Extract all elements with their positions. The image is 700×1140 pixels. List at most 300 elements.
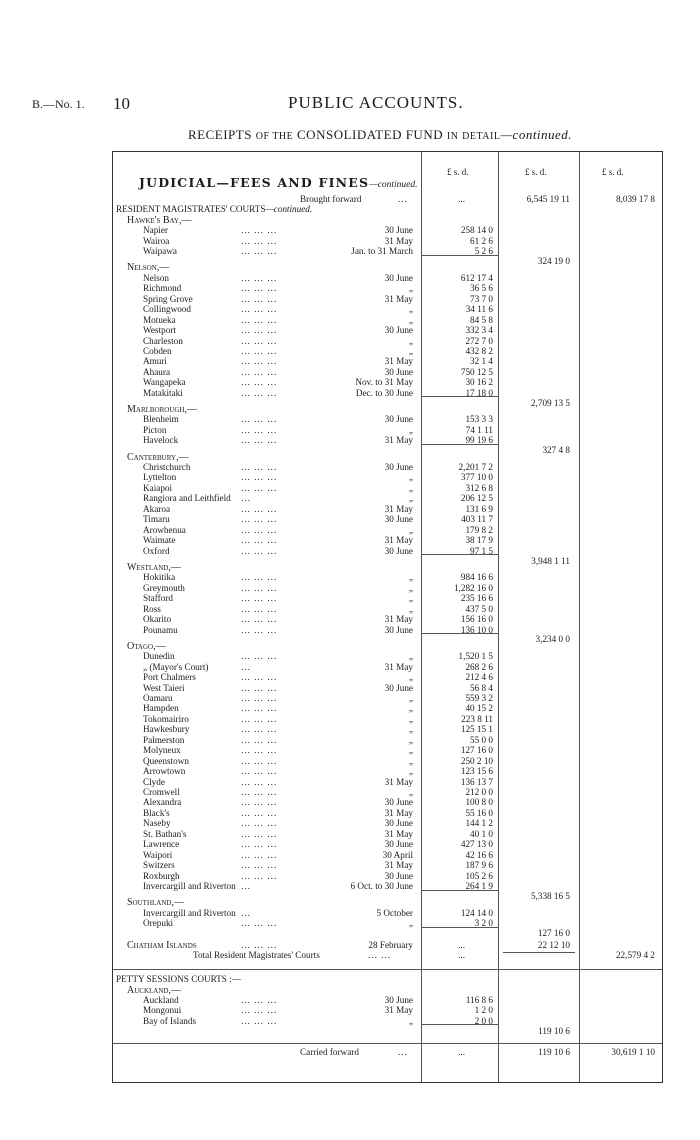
court-period: 30 June <box>384 414 413 425</box>
court-period: 30 June <box>384 624 413 635</box>
court-name: Richmond <box>143 283 182 294</box>
court-name: Lyttelton <box>143 472 177 483</box>
court-amount: 223 8 11 <box>461 713 493 724</box>
rule-line <box>113 1043 662 1044</box>
district-total: 3,948 1 11 <box>531 555 570 566</box>
court-amount: 750 12 5 <box>460 366 493 377</box>
court-period: „ <box>408 672 413 683</box>
court-period: Nov. to 31 May <box>355 377 413 388</box>
court-period: „ <box>408 283 413 294</box>
court-name: Ahaura <box>143 366 171 377</box>
court-amount: 332 3 4 <box>465 325 493 336</box>
court-amount: 5 2 6 <box>474 246 493 257</box>
accounts-table <box>112 151 663 1083</box>
court-amount: 250 2 10 <box>460 755 493 766</box>
court-period: 31 May <box>384 435 413 446</box>
leader-dots: ... ... ... <box>241 828 278 839</box>
leader-dots: ... ... ... <box>241 387 278 398</box>
carried-forward-label: Carried forward <box>300 1047 359 1058</box>
court-period: „ <box>408 651 413 662</box>
court-name: St. Bathan's <box>143 828 187 839</box>
section-heading-rmc <box>116 204 312 214</box>
court-name: Charleston <box>143 335 183 346</box>
court-amount: 40 15 2 <box>465 703 493 714</box>
court-period: 31 May <box>384 860 413 871</box>
court-period: „ <box>408 692 413 703</box>
rmc-total-c1: ... <box>458 950 465 961</box>
leader-dots: ... ... ... <box>241 682 278 693</box>
rule-line <box>421 396 498 397</box>
leader-dots: ... ... ... <box>241 787 278 798</box>
leader-dots: ... ... ... <box>241 1005 278 1016</box>
carried-c1: ... <box>458 1047 465 1058</box>
leader-dots: ... ... ... <box>241 472 278 483</box>
court-amount: 131 6 9 <box>465 503 493 514</box>
subtitle-fund: CONSOLIDATED FUND <box>297 127 444 142</box>
court-name: „ (Mayor's Court) <box>143 661 209 672</box>
court-period: „ <box>408 603 413 614</box>
court-period: 30 June <box>384 994 413 1005</box>
court-amount: 179 8 2 <box>465 524 493 535</box>
court-amount: 1,282 16 0 <box>453 582 493 593</box>
court-name: Christchurch <box>143 462 191 473</box>
carried-c2: 119 10 6 <box>538 1047 570 1058</box>
court-amount: 17 18 0 <box>465 387 493 398</box>
court-amount: 105 2 6 <box>465 870 493 881</box>
document-reference: B.—No. 1. <box>32 97 85 111</box>
court-name: Arowhenua <box>143 524 186 535</box>
rule-line <box>421 444 498 445</box>
court-period: „ <box>408 472 413 483</box>
court-period: „ <box>408 1015 413 1026</box>
court-period: Dec. to 30 June <box>355 387 413 398</box>
court-name: Wangapeka <box>143 377 186 388</box>
court-period: „ <box>408 703 413 714</box>
court-amount: 264 1 9 <box>465 881 493 892</box>
court-name: Alexandra <box>143 797 182 808</box>
court-amount: 127 16 0 <box>460 745 493 756</box>
court-name: Waipawa <box>143 246 177 257</box>
court-name: Okarito <box>143 614 172 625</box>
district-total: 127 16 0 <box>537 928 570 939</box>
court-amount: 30 16 2 <box>465 377 493 388</box>
leader-dots: ... ... ... <box>241 692 278 703</box>
court-name: Dunedin <box>143 651 175 662</box>
court-amount: 403 11 7 <box>461 514 493 525</box>
leader-dots: ... ... ... <box>241 860 278 871</box>
court-period: „ <box>408 766 413 777</box>
court-name: Napier <box>143 225 168 236</box>
court-amount: 97 1 5 <box>470 545 493 556</box>
leader-dots: ... ... ... <box>241 651 278 662</box>
court-amount: 984 16 6 <box>460 572 493 583</box>
court-name: Tokomairiro <box>143 713 189 724</box>
court-amount: 437 5 0 <box>465 603 493 614</box>
court-period: 30 June <box>384 514 413 525</box>
court-period: 5 October <box>376 907 413 918</box>
court-name: Motueka <box>143 314 176 325</box>
section-title: JUDICIAL—FEES AND FINES—continued. <box>139 175 418 190</box>
chatham-date: 28 February <box>368 939 413 950</box>
rule-line <box>421 1024 498 1025</box>
court-amount: 56 8 4 <box>470 682 493 693</box>
court-period: 30 June <box>384 682 413 693</box>
court-name: Collingwood <box>143 304 191 315</box>
court-name: Clyde <box>143 776 165 787</box>
court-amount: 268 2 6 <box>465 661 493 672</box>
court-amount: 55 0 0 <box>470 734 493 745</box>
leader-dots: ... ... ... <box>241 366 278 377</box>
leader-dots: ... ... ... <box>241 535 278 546</box>
rule-line <box>421 255 498 256</box>
court-name: Akaroa <box>143 503 171 514</box>
court-name: Kaiapoi <box>143 482 173 493</box>
rmc-total-c3: 22,579 4 2 <box>615 950 655 961</box>
leader-dots: ... ... ... <box>241 1015 278 1026</box>
leader-dots: ... ... ... <box>241 797 278 808</box>
table-body <box>113 152 662 1082</box>
court-amount: 99 19 6 <box>465 435 493 446</box>
leader-dots: ... ... ... <box>241 356 278 367</box>
subtitle-in: IN <box>446 131 459 142</box>
court-amount: 258 14 0 <box>460 225 493 236</box>
court-name: Ross <box>143 603 161 614</box>
leader-dots: ... ... ... <box>241 424 278 435</box>
leader-dots: ... ... ... <box>241 246 278 257</box>
leader-dots: ... ... ... <box>241 225 278 236</box>
leader-dots: ... ... ... <box>241 593 278 604</box>
court-period: „ <box>408 734 413 745</box>
court-period: „ <box>408 524 413 535</box>
district-total: 5,338 16 5 <box>530 891 570 902</box>
court-period: „ <box>408 593 413 604</box>
court-period: „ <box>408 335 413 346</box>
rule-line <box>421 633 498 634</box>
brought-forward-c1: ... <box>458 194 465 204</box>
leader-dots: ... ... ... <box>241 524 278 535</box>
court-name: Rangiora and Leithfield <box>143 493 231 504</box>
court-name: Lawrence <box>143 839 180 850</box>
leader-dots: ... ... ... <box>241 414 278 425</box>
court-amount: 1,520 1 5 <box>458 651 493 662</box>
leader-dots: ... ... ... <box>241 572 278 583</box>
court-amount: 124 14 0 <box>460 907 493 918</box>
district-total: 119 10 6 <box>538 1025 570 1036</box>
court-period: 31 May <box>384 535 413 546</box>
court-amount: 34 11 6 <box>465 304 493 315</box>
court-amount: 61 2 6 <box>470 235 493 246</box>
court-period: 30 June <box>384 462 413 473</box>
rule-line <box>503 952 575 953</box>
court-amount: 100 8 0 <box>465 797 493 808</box>
district-heading: Auckland,— <box>127 984 181 996</box>
court-period: 31 May <box>384 614 413 625</box>
court-period: 31 May <box>384 1005 413 1016</box>
court-name: Naseby <box>143 818 171 829</box>
court-amount: 1 2 0 <box>474 1005 493 1016</box>
leader-dots: ... ... ... <box>241 776 278 787</box>
court-period: „ <box>408 482 413 493</box>
leader-dots: ... ... ... <box>241 713 278 724</box>
court-amount: 36 5 6 <box>470 283 493 294</box>
court-name: Invercargill and Riverton <box>143 881 236 892</box>
court-period: 31 May <box>384 293 413 304</box>
court-name: Pounamu <box>143 624 178 635</box>
brought-forward-c2: 6,545 19 11 <box>526 194 570 204</box>
leader-dots: ... ... ... <box>241 918 278 929</box>
leader-dots: ... ... ... <box>241 603 278 614</box>
court-period: „ <box>408 918 413 929</box>
district-total: 3,234 0 0 <box>535 634 570 645</box>
court-name: Oamaru <box>143 692 173 703</box>
petty-heading: PETTY SESSIONS COURTS :— <box>116 974 241 985</box>
subtitle-continued: —continued. <box>500 127 573 142</box>
district-heading: Marlborough,— <box>127 404 198 416</box>
leader-dots: ... ... ... <box>241 462 278 473</box>
court-amount: 156 16 0 <box>460 614 493 625</box>
court-name: Arrowtown <box>143 766 186 777</box>
subtitle-of-the: OF THE <box>255 131 294 142</box>
leader-dots: ... <box>241 493 251 504</box>
district-heading: Hawke's Bay,— <box>127 214 192 226</box>
district-heading: Canterbury,— <box>127 451 189 463</box>
court-period: 31 May <box>384 356 413 367</box>
court-name: Waimate <box>143 535 176 546</box>
court-name: Waipori <box>143 849 173 860</box>
court-name: Bay of Islands <box>143 1015 197 1026</box>
leader-dots: ... ... ... <box>241 582 278 593</box>
court-amount: 212 0 0 <box>465 787 493 798</box>
court-name: Westport <box>143 325 176 336</box>
district-total: 324 19 0 <box>537 256 570 267</box>
leader-dots: ... <box>241 907 251 918</box>
court-name: Queenstown <box>143 755 189 766</box>
leader-dots: ... ... ... <box>241 755 278 766</box>
subtitle-receipts: RECEIPTS <box>188 127 252 142</box>
court-name: Spring Grove <box>143 293 193 304</box>
court-amount: 32 1 4 <box>470 356 493 367</box>
leader-dots: ... ... ... <box>241 377 278 388</box>
leader-dots: ... ... ... <box>241 994 278 1005</box>
leader-dots: ... ... ... <box>241 503 278 514</box>
court-amount: 312 6 8 <box>465 482 493 493</box>
court-period: 30 June <box>384 225 413 236</box>
leader-dots: ... ... ... <box>241 672 278 683</box>
court-name: Cobden <box>143 346 172 357</box>
court-amount: 144 1 2 <box>465 818 493 829</box>
district-total: 327 4 8 <box>542 445 570 456</box>
court-name: Matakitaki <box>143 387 183 398</box>
court-amount: 125 15 1 <box>460 724 493 735</box>
court-name: Greymouth <box>143 582 185 593</box>
leader-dots: ... ... ... <box>241 272 278 283</box>
court-amount: 153 3 3 <box>465 414 493 425</box>
leader-dots: ... ... ... <box>241 849 278 860</box>
leader-dots: ... ... ... <box>241 703 278 714</box>
court-amount: 38 17 9 <box>465 535 493 546</box>
leader-dots: ... ... ... <box>241 724 278 735</box>
court-period: „ <box>408 582 413 593</box>
leader-dots: ... ... ... <box>241 807 278 818</box>
court-period: „ <box>408 787 413 798</box>
leader-dots: ... <box>398 194 408 204</box>
court-period: 30 June <box>384 839 413 850</box>
leader-dots: ... ... ... <box>241 818 278 829</box>
court-period: 31 May <box>384 828 413 839</box>
court-period: „ <box>408 572 413 583</box>
rule-line <box>421 890 498 891</box>
court-period: 31 May <box>384 776 413 787</box>
court-period: 30 June <box>384 870 413 881</box>
court-amount: 136 10 0 <box>460 624 493 635</box>
court-amount: 2 0 0 <box>474 1015 493 1026</box>
leader-dots: ... ... ... <box>241 870 278 881</box>
court-period: 30 June <box>384 325 413 336</box>
chatham-label: Chatham Islands <box>127 939 197 951</box>
court-period: „ <box>408 493 413 504</box>
court-amount: 187 9 6 <box>465 860 493 871</box>
subtitle-detail: DETAIL <box>462 131 501 142</box>
court-name: Nelson <box>143 272 170 283</box>
court-name: Invercargill and Riverton <box>143 907 236 918</box>
court-period: 30 June <box>384 797 413 808</box>
court-period: 30 June <box>384 366 413 377</box>
court-name: Switzers <box>143 860 175 871</box>
court-amount: 3 2 0 <box>474 918 493 929</box>
district-heading: Nelson,— <box>127 262 170 274</box>
leader-dots: ... <box>241 661 251 672</box>
court-period: Jan. to 31 March <box>351 246 413 257</box>
leader-dots: ... ... ... <box>241 335 278 346</box>
court-amount: 123 15 6 <box>460 766 493 777</box>
district-total: 2,709 13 5 <box>530 397 570 408</box>
rule-line <box>113 969 662 970</box>
court-period: „ <box>408 304 413 315</box>
leader-dots: ... ... ... <box>241 283 278 294</box>
district-heading: Westland,— <box>127 561 181 573</box>
chatham-c2: 22 12 10 <box>537 939 570 950</box>
leader-dots: ... ... ... <box>241 482 278 493</box>
table-subtitle <box>188 127 572 143</box>
court-name: Stafford <box>143 593 173 604</box>
court-amount: 612 17 4 <box>460 272 493 283</box>
court-name: Wairoa <box>143 235 170 246</box>
district-heading: Southland,— <box>127 897 184 909</box>
leader-dots: ... ... ... <box>241 839 278 850</box>
court-period: „ <box>408 724 413 735</box>
court-amount: 74 1 11 <box>465 424 493 435</box>
court-period: 6 Oct. to 30 June <box>350 881 413 892</box>
currency-header-3: £ s. d. <box>602 167 624 177</box>
court-amount: 377 10 0 <box>460 472 493 483</box>
court-name: Cromwell <box>143 787 180 798</box>
court-amount: 206 12 5 <box>460 493 493 504</box>
court-amount: 432 8 2 <box>465 346 493 357</box>
page-number: 10 <box>113 94 130 113</box>
court-period: „ <box>408 713 413 724</box>
court-period: „ <box>408 314 413 325</box>
currency-header-2: £ s. d. <box>525 167 547 177</box>
court-period: 31 May <box>384 503 413 514</box>
court-name: Picton <box>143 424 167 435</box>
court-amount: 40 1 0 <box>470 828 493 839</box>
leader-dots: ... ... ... <box>241 514 278 525</box>
leader-dots: ... ... ... <box>241 939 278 950</box>
court-name: Hampden <box>143 703 179 714</box>
leader-dots: ... ... <box>368 950 392 961</box>
leader-dots: ... ... ... <box>241 766 278 777</box>
leader-dots: ... ... ... <box>241 346 278 357</box>
court-period: 31 May <box>384 661 413 672</box>
court-name: Auckland <box>143 994 179 1005</box>
court-period: 30 June <box>384 545 413 556</box>
court-amount: 272 7 0 <box>465 335 493 346</box>
carried-c3: 30,619 1 10 <box>611 1047 655 1058</box>
court-name: Mongonui <box>143 1005 182 1016</box>
court-amount: 212 4 6 <box>465 672 493 683</box>
leader-dots: ... ... ... <box>241 745 278 756</box>
rmc-total-label: Total Resident Magistrates' Courts <box>193 950 320 961</box>
court-name: Havelock <box>143 435 179 446</box>
rmc-continued: —continued. <box>265 204 313 215</box>
court-period: „ <box>408 346 413 357</box>
leader-dots: ... ... ... <box>241 435 278 446</box>
court-name: Amuri <box>143 356 167 367</box>
leader-dots: ... ... ... <box>241 293 278 304</box>
court-name: Hokitika <box>143 572 176 583</box>
court-amount: 427 13 0 <box>460 839 493 850</box>
court-amount: 235 16 6 <box>460 593 493 604</box>
leader-dots: ... <box>398 1047 408 1058</box>
court-name: Orepuki <box>143 918 174 929</box>
rmc-label: RESIDENT MAGISTRATES' COURTS <box>116 204 266 215</box>
leader-dots: ... ... ... <box>241 235 278 246</box>
page-title: PUBLIC ACCOUNTS. <box>288 93 464 112</box>
court-period: „ <box>408 424 413 435</box>
court-name: Oxford <box>143 545 170 556</box>
leader-dots: ... ... ... <box>241 614 278 625</box>
district-heading: Otago,— <box>127 640 166 652</box>
rule-line <box>421 554 498 555</box>
court-name: Molyneux <box>143 745 181 756</box>
court-period: 31 May <box>384 235 413 246</box>
court-period: „ <box>408 745 413 756</box>
court-amount: 116 8 6 <box>465 994 493 1005</box>
leader-dots: ... <box>241 881 251 892</box>
chatham-c1: ... <box>458 939 465 950</box>
court-period: 31 May <box>384 807 413 818</box>
rule-line <box>421 927 498 928</box>
leader-dots: ... ... ... <box>241 314 278 325</box>
court-period: 30 April <box>382 849 413 860</box>
court-name: Timaru <box>143 514 170 525</box>
court-name: Hawkesbury <box>143 724 190 735</box>
currency-header-1: £ s. d. <box>447 167 469 177</box>
court-name: Roxburgh <box>143 870 180 881</box>
leader-dots: ... ... ... <box>241 545 278 556</box>
court-period: 30 June <box>384 818 413 829</box>
court-name: Blenheim <box>143 414 179 425</box>
court-amount: 559 3 2 <box>465 692 493 703</box>
court-amount: 55 16 0 <box>465 807 493 818</box>
court-amount: 2,201 7 2 <box>458 462 493 473</box>
leader-dots: ... ... ... <box>241 624 278 635</box>
court-name: West Taieri <box>143 682 185 693</box>
court-period: „ <box>408 755 413 766</box>
court-amount: 73 7 0 <box>470 293 493 304</box>
court-name: Palmerston <box>143 734 185 745</box>
court-period: 30 June <box>384 272 413 283</box>
